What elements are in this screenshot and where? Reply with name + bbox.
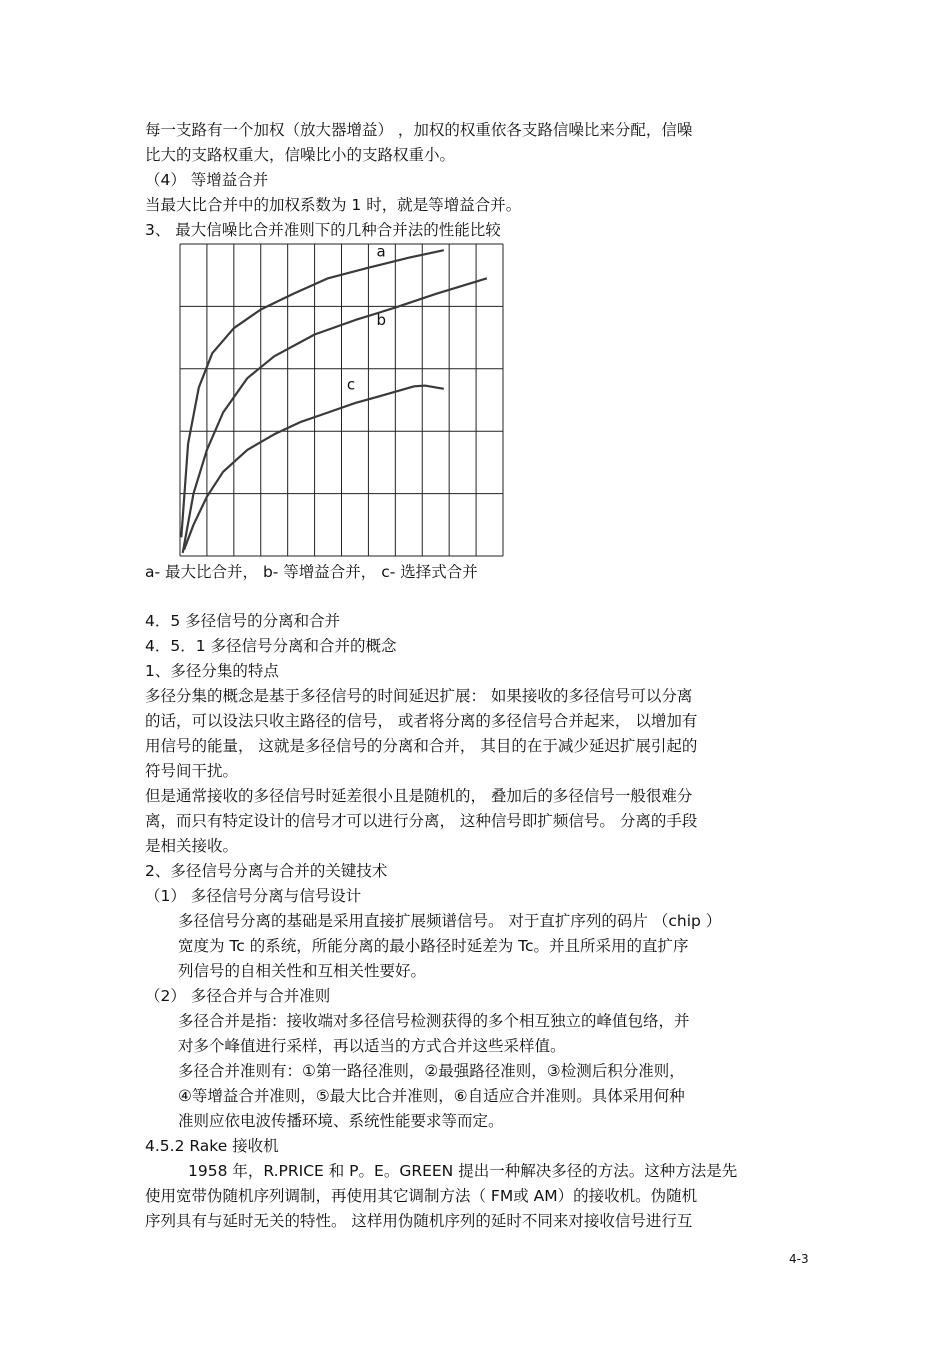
section-heading: 2、多径信号分离与合并的关键技术 bbox=[145, 862, 388, 880]
chart-grid bbox=[180, 244, 503, 556]
text-line: 比大的支路权重大，信噪比小的支路权重小。 bbox=[145, 146, 456, 164]
text-line: 对多个峰值进行采样，再以适当的方式合并这些采样值。 bbox=[178, 1037, 566, 1055]
text-line: 列信号的自相关性和互相关性要好。 bbox=[178, 962, 427, 980]
section-heading: 4．5 多径信号的分离和合并 bbox=[145, 612, 341, 630]
text-line: 但是通常接收的多径信号时延差很小且是随机的， 叠加后的多径信号一般很难分 bbox=[145, 787, 693, 805]
chart-caption: a- 最大比合并， b- 等增益合并， c- 选择式合并 bbox=[145, 563, 478, 581]
section-heading: （2） 多径合并与合并准则 bbox=[145, 987, 331, 1005]
text-line: 多径分集的概念是基于多径信号的时间延迟扩展： 如果接收的多径信号可以分离 bbox=[145, 687, 693, 705]
text-line: 多径合并准则有：①第一路径准则，②最强路径准则，③检测后积分准则， bbox=[178, 1062, 685, 1080]
section-heading: （4） 等增益合并 bbox=[145, 171, 269, 189]
text-line: 当最大比合并中的加权系数为 1 时，就是等增益合并。 bbox=[145, 196, 522, 214]
text-line: 符号间干扰。 bbox=[145, 762, 239, 780]
curve-label-b: b bbox=[376, 311, 387, 330]
page-number: 4-3 bbox=[789, 1252, 809, 1266]
curve-a bbox=[181, 250, 444, 537]
text-line: 准则应依电波传播环境、系统性能要求等而定。 bbox=[178, 1112, 504, 1130]
curve-b bbox=[183, 278, 487, 553]
curve-label-c: c bbox=[346, 375, 356, 394]
section-heading: 4．5．1 多径信号分离和合并的概念 bbox=[145, 637, 397, 655]
chart-curves bbox=[181, 250, 487, 553]
text-line: 离，而只有特定设计的信号才可以进行分离， 这种信号即扩频信号。 分离的手段 bbox=[145, 812, 698, 830]
text-line: 序列具有与延时无关的特性。 这样用伪随机序列的延时不同来对接收信号进行互 bbox=[145, 1212, 693, 1230]
section-heading: 1、多径分集的特点 bbox=[145, 662, 279, 680]
text-line: 使用宽带伪随机序列调制，再使用其它调制方法（ FM或 AM）的接收机。伪随机 bbox=[145, 1187, 698, 1205]
section-heading: 4.5.2 Rake 接收机 bbox=[145, 1137, 279, 1155]
text-line: 每一支路有一个加权（放大器增益） ，加权的权重依各支路信噪比来分配，信噪 bbox=[145, 121, 693, 139]
text-line: 多径信号分离的基础是采用直接扩展频谱信号。 对于直扩序列的码片 （chip ） bbox=[178, 912, 722, 930]
text-line: 1958 年，R.PRICE 和 P。E。GREEN 提出一种解决多径的方法。这种方法是先 bbox=[188, 1162, 738, 1180]
text-line: 是相关接收。 bbox=[145, 837, 239, 855]
section-heading: 3、 最大信噪比合并准则下的几种合并法的性能比较 bbox=[145, 221, 501, 239]
text-line: 用信号的能量， 这就是多径信号的分离和合并， 其目的在于减少延迟扩展引起的 bbox=[145, 737, 698, 755]
section-heading: （1） 多径信号分离与信号设计 bbox=[145, 887, 362, 905]
curve-label-a: a bbox=[376, 242, 386, 261]
text-line: 多径合并是指：接收端对多径信号检测获得的多个相互独立的峰值包络，并 bbox=[178, 1012, 690, 1030]
text-line: 的话，可以设法只收主路径的信号， 或者将分离的多径信号合并起来， 以增加有 bbox=[145, 712, 698, 730]
text-line: ④等增益合并准则，⑤最大比合并准则，⑥自适应合并准则。具体采用何种 bbox=[178, 1087, 685, 1105]
text-line: 宽度为 Tc 的系统，所能分离的最小路径时延差为 Tc。并且所采用的直扩序 bbox=[178, 937, 689, 955]
curve-c bbox=[184, 386, 444, 550]
